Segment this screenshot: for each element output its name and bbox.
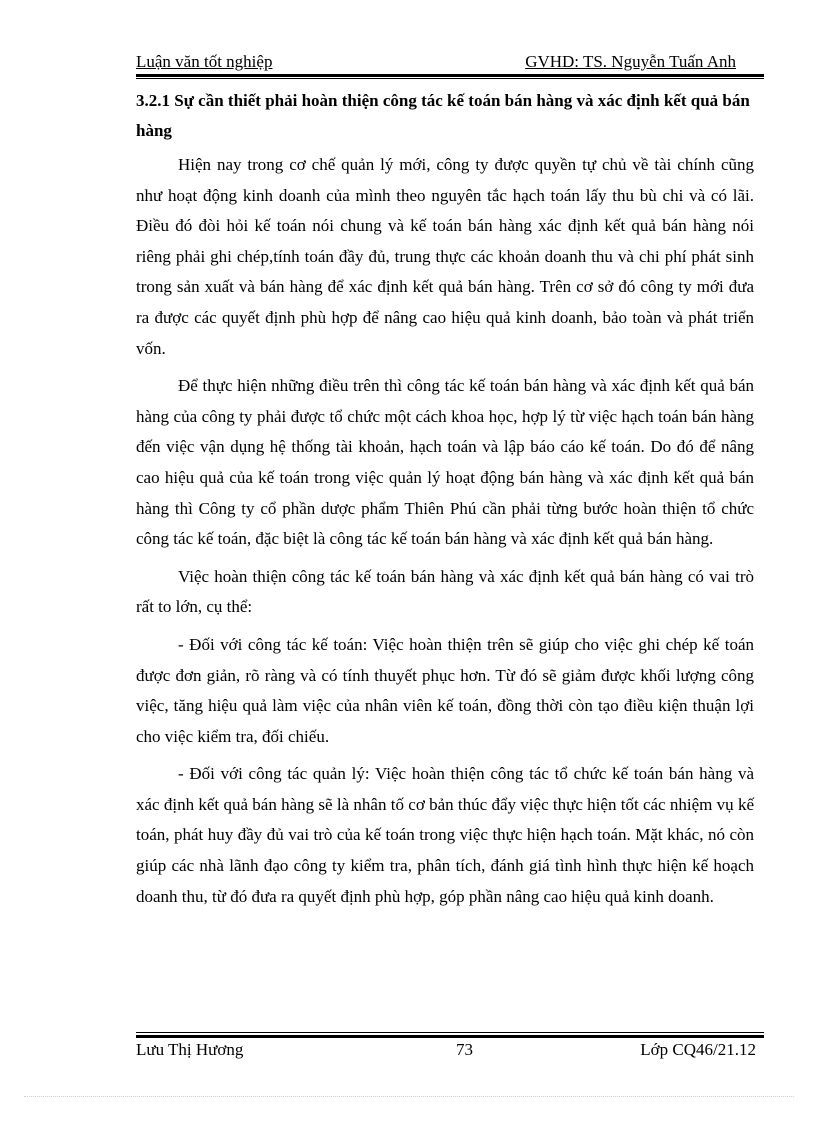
paragraph: Hiện nay trong cơ chế quản lý mới, công ty được quyền tự chủ về tài chính cũng như hoạt động kinh doanh của mình theo nguyên tắc hạch toán lấy thu bù chi và có lãi. Điều đó đòi hỏi kế toán nói chung và kế toán bán hàng xác định kết quả bán hàng nói riêng phải ghi chép,tính toán đầy đủ, trung thực các khoản doanh thu và chi phí phát sinh trong sản xuất và bán hàng để xác định kết quả bán hàng. Trên cơ sở đó công ty mới đưa ra được các quyết định phù hợp để nâng cao hiệu quả kinh doanh, bảo toàn và phát triển vốn.: [136, 155, 754, 358]
section-heading: 3.2.1 Sự cần thiết phải hoàn thiện công tác kế toán bán hàng và xác định kết quả bán hàng: [136, 91, 750, 140]
document-page: [136, 0, 754, 1123]
page-body: [136, 86, 754, 919]
header-rule-thick: [136, 74, 764, 77]
footer-rule-thick: [136, 1035, 764, 1038]
footer-rule-thin: [136, 1032, 764, 1033]
header-thesis-title: Luận văn tốt nghiệp: [136, 52, 273, 71]
header-rule-thin: [136, 78, 764, 79]
paragraph: - Đối với công tác kế toán: Việc hoàn thiện trên sẽ giúp cho việc ghi chép kế toán được đơn giản, rõ ràng và có tính thuyết phục hơn. Từ đó sẽ giảm được khối lượng công việc, tăng hiệu quả làm việc của nhân viên kế toán, đồng thời còn tạo điều kiện thuận lợi cho việc kiểm tra, đối chiếu.: [136, 634, 754, 746]
header-supervisor: GVHD: TS. Nguyễn Tuấn Anh: [525, 52, 736, 71]
paragraph: Việc hoàn thiện công tác kế toán bán hàng và xác định kết quả bán hàng có vai trò rất to lớn, cụ thể:: [136, 566, 754, 617]
footer-author: Lưu Thị Hương: [136, 1040, 244, 1059]
page-header: [136, 52, 766, 74]
page-number: 73: [456, 1040, 473, 1059]
page-footer: [136, 1040, 754, 1062]
footer-class-code: Lớp CQ46/21.12: [640, 1040, 756, 1059]
paragraph: Để thực hiện những điều trên thì công tác kế toán bán hàng và xác định kết quả bán hàng của công ty phải được tổ chức một cách khoa học, hợp lý từ việc hạch toán bán hàng đến việc vận dụng hệ thống tài khoản, hạch toán và lập báo cáo kế toán. Do đó để nâng cao hiệu quả của kế toán trong việc quản lý hoạt động bán hàng và xác định kết quả bán hàng thì Công ty cổ phần dược phẩm Thiên Phú cần phải từng bước hoàn thiện tổ chức công tác kế toán, đặc biệt là công tác kế toán bán hàng và xác định kết quả bán hàng.: [136, 376, 754, 549]
page-bottom-dotted-line: [24, 1096, 794, 1097]
paragraph: - Đối với công tác quản lý: Việc hoàn thiện công tác tổ chức kế toán bán hàng và xác định kết quả bán hàng sẽ là nhân tố cơ bản thúc đẩy việc thực hiện tốt các nhiệm vụ kế toán, phát huy đầy đủ vai trò của kế toán trong việc thực hiện hạch toán. Mặt khác, nó còn giúp các nhà lãnh đạo công ty kiểm tra, phân tích, đánh giá tình hình thực hiện kế hoạch doanh thu, từ đó đưa ra quyết định phù hợp, góp phần nâng cao hiệu quả kinh doanh.: [136, 764, 754, 906]
